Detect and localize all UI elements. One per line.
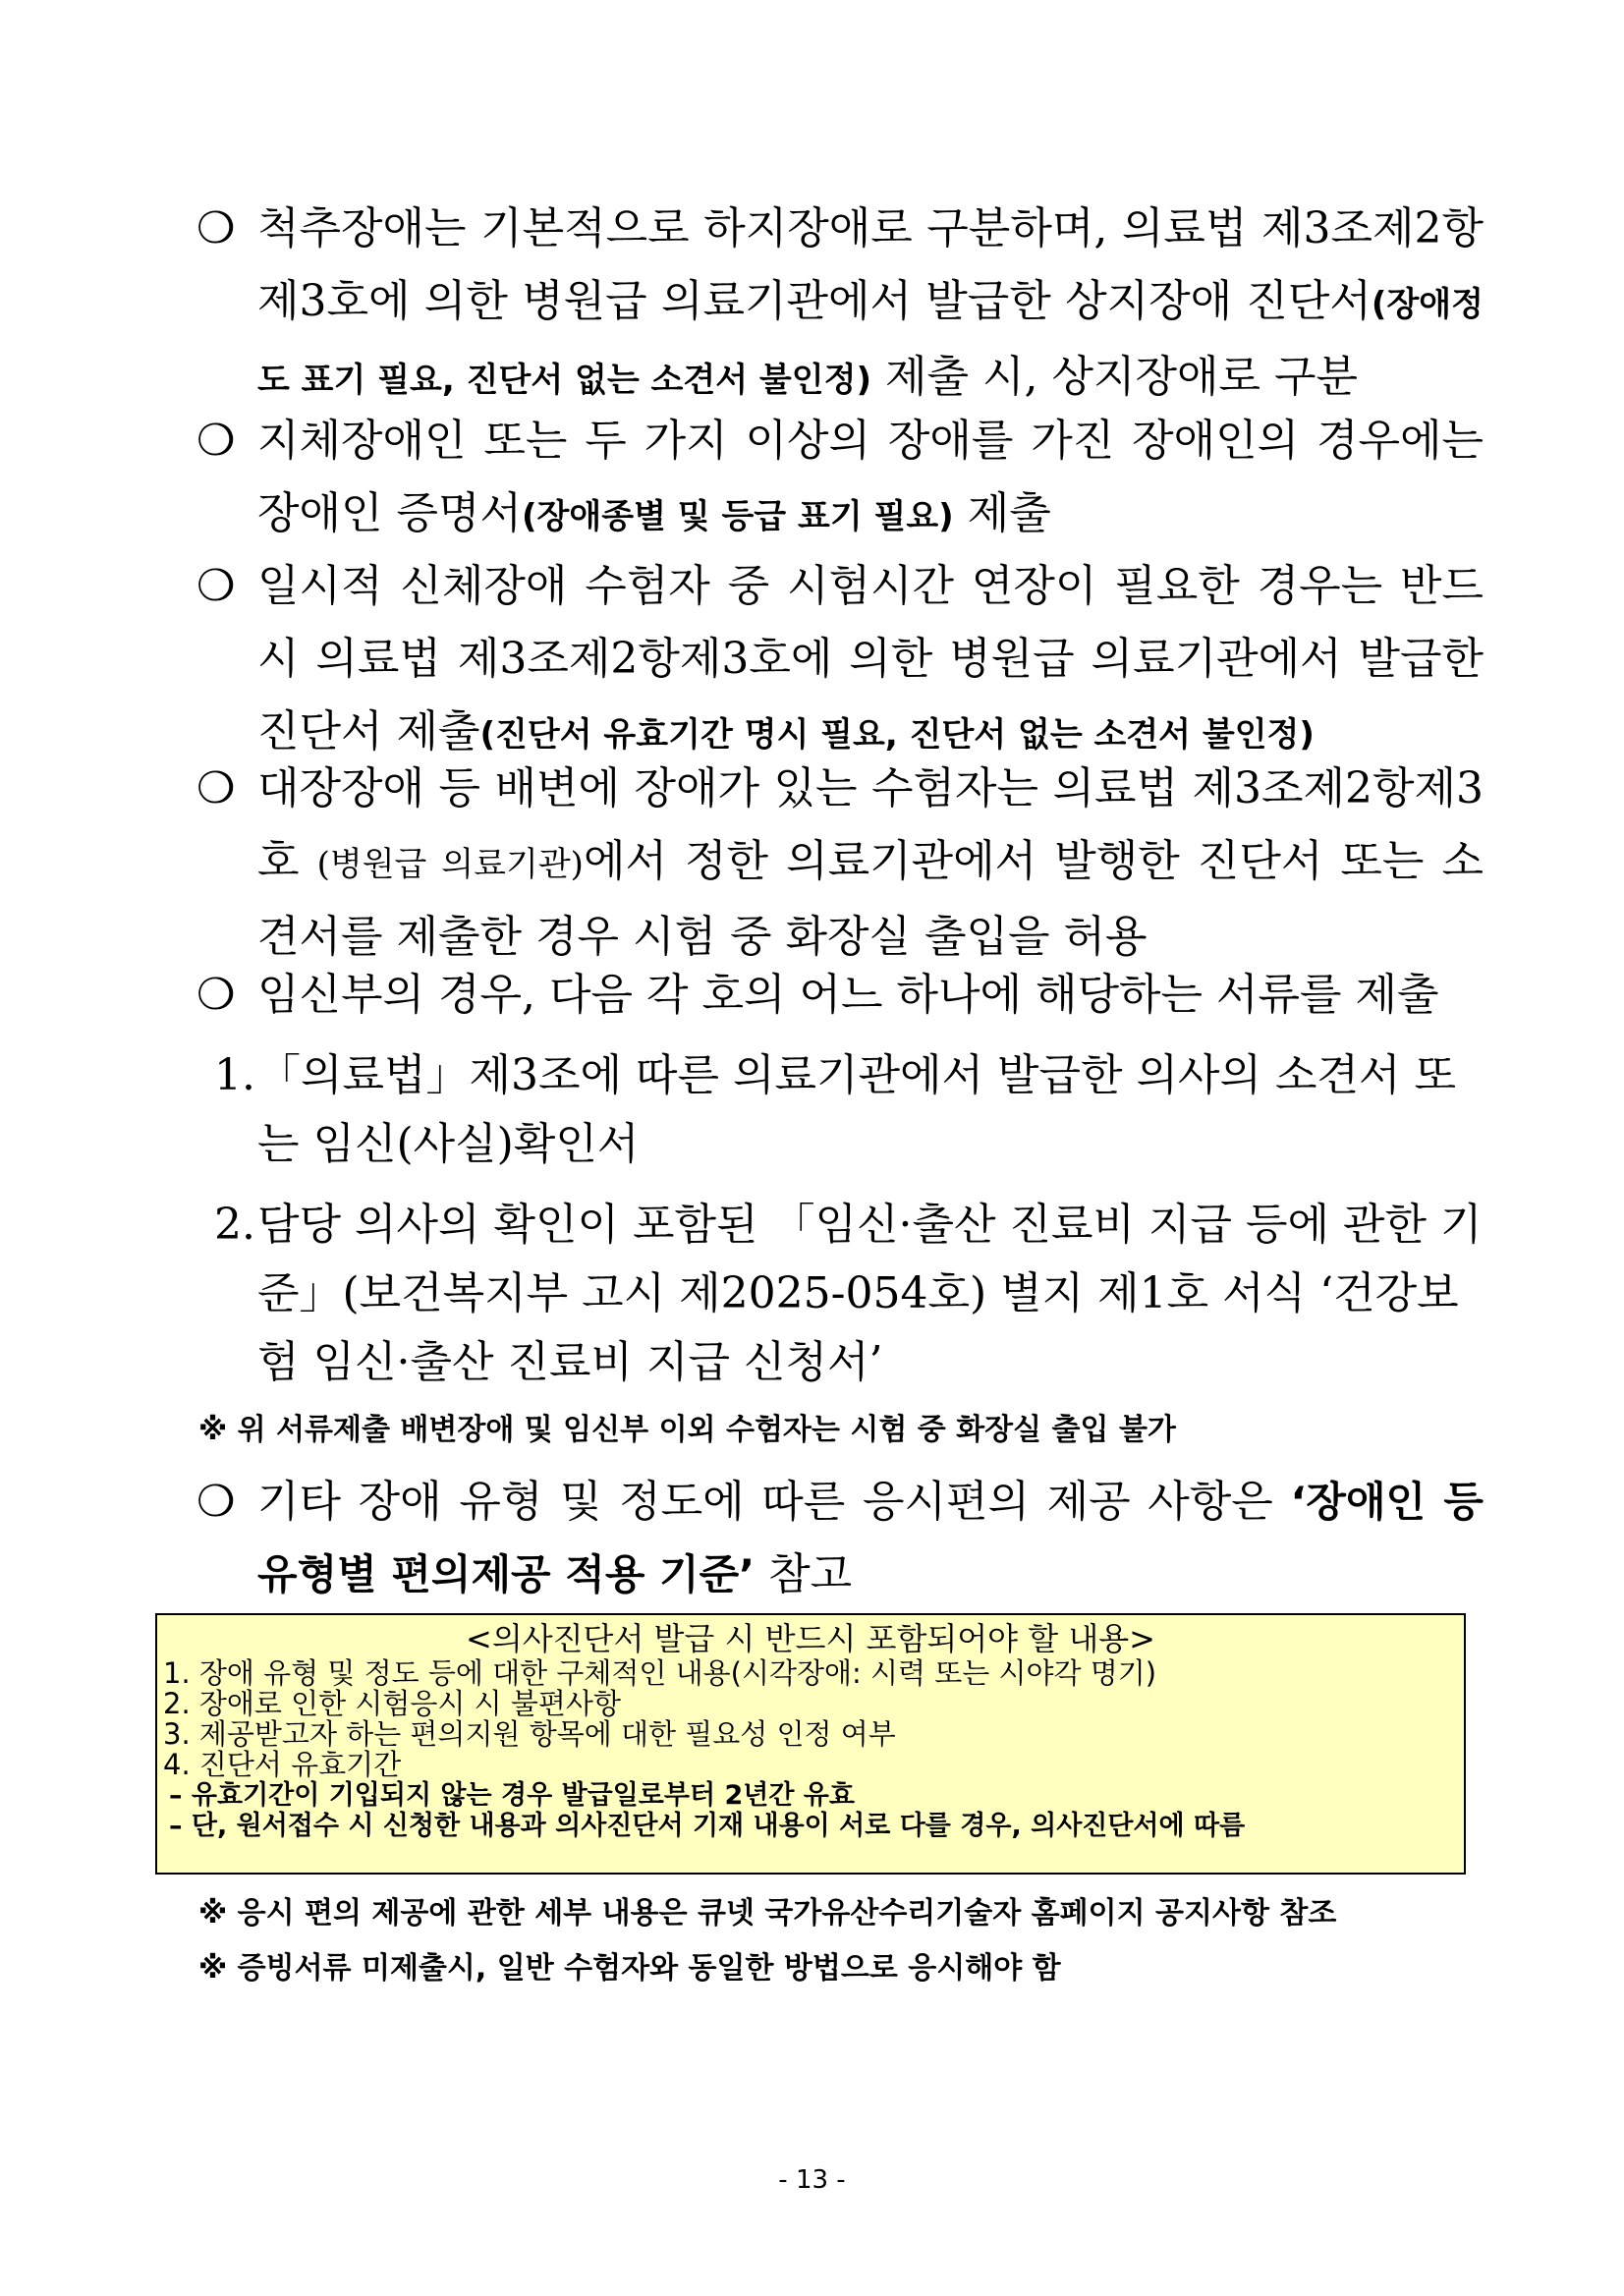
- box-sub-line: – 단, 원서접수 시 신청한 내용과 의사진단서 기재 내용이 서로 다를 경우, 의사진단서에 따름: [169, 1811, 1246, 1841]
- box-sub-line: – 유효기간이 기입되지 않는 경우 발급일로부터 2년간 유효: [169, 1780, 855, 1811]
- note-qnet-reference: ※ 응시 편의 제공에 관한 세부 내용은 큐넷 국가유산수리기술자 홈페이지 공지사항 참조: [198, 1896, 1337, 1931]
- bullet-tail-text: 참고: [755, 1549, 853, 1599]
- bullet-spinal-disability: [196, 193, 1484, 417]
- bullet-small-text: (병원급 의료기관): [316, 845, 584, 884]
- bullet-physical-disability: [196, 405, 1484, 553]
- box-line: 4. 진단서 유효기간: [163, 1748, 402, 1781]
- bullet-circle-icon: ❍: [196, 561, 236, 611]
- item-text: 담당 의사의 확인이 포함된 「임신·출산 진료비 지급 등에 관한 기준」(보건복지부 고시 제2025-054호) 별지 제1호 서식 ‘건강보험 임신·출산 진료비 지급 신청서’: [257, 1200, 1483, 1387]
- bullet-bowel-disability: [196, 753, 1484, 974]
- bullet-text: 기타 장애 유형 및 정도에 따른 응시편의 제공 사항은: [257, 1477, 1291, 1527]
- bullet-text: 일시적 신체장애 수험자 중 시험시간 연장이 필요한 경우는 반드시 의료법 제3조제2항제3호에 의한 병원급 의료기관에서 발급한 진단서 제출: [257, 561, 1484, 756]
- page-number: - 13 -: [778, 2165, 846, 2195]
- diagnosis-requirements-box: [155, 1613, 1466, 1875]
- box-line: 3. 제공받고자 하는 편의지원 항목에 대한 필요성 인정 여부: [163, 1717, 896, 1751]
- item-number: 2.: [214, 1200, 255, 1250]
- numbered-item-1: [214, 1041, 1484, 1179]
- bullet-circle-icon: ❍: [196, 970, 236, 1020]
- item-text: 「의료법」제3조에 따른 의료기관에서 발급한 의사의 소견서 또는 임신(사실)확인서: [257, 1050, 1457, 1169]
- bullet-tail-text: 에서 정한 의료기관에서 발행한 진단서 또는 소견서를 제출한 경우 시험 중 화장실 출입을 허용: [257, 836, 1484, 962]
- bullet-tail-text: 제출 시, 상지장애로 구분: [870, 352, 1358, 402]
- bullet-tail-text: 제출: [953, 488, 1051, 538]
- note-missing-documents: ※ 증빙서류 미제출시, 일반 수험자와 동일한 방법으로 응시해야 함: [198, 1951, 1061, 1986]
- bullet-bold-text: (진단서 유효기간 명시 필요, 진단서 없는 소견서 불인정): [479, 715, 1315, 755]
- item-number: 1.: [214, 1050, 255, 1100]
- bullet-text: 대장장애 등 배변에 장애가 있는 수험자는 의료법 제3조제2항제3호: [257, 763, 1484, 886]
- box-title: <의사진단서 발급 시 반드시 포함되어야 할 내용>: [466, 1620, 1155, 1657]
- bullet-bold-text: ‘장애인 등 유형별 편의제공 적용 기준’: [257, 1478, 1484, 1598]
- bullet-pregnancy: [196, 959, 1484, 1032]
- bullet-circle-icon: ❍: [196, 1477, 236, 1527]
- bullet-text: 임신부의 경우, 다음 각 호의 어느 하나에 해당하는 서류를 제출: [257, 970, 1439, 1020]
- note-restroom-restriction: ※ 위 서류제출 배변장애 및 임신부 이외 수험자는 시험 중 화장실 출입 불가: [198, 1413, 1176, 1447]
- numbered-item-2: [214, 1191, 1484, 1397]
- bullet-circle-icon: ❍: [196, 416, 236, 466]
- bullet-other-accommodations: [196, 1466, 1484, 1611]
- bullet-temporary-disability: [196, 550, 1484, 771]
- bullet-text: 척추장애는 기본적으로 하지장애로 구분하며, 의료법 제3조제2항 제3호에 의한 병원급 의료기관에서 발급한 상지장애 진단서: [257, 203, 1484, 326]
- bullet-circle-icon: ❍: [196, 763, 236, 813]
- bullet-text: 지체장애인 또는 두 가지 이상의 장애를 가진 장애인의 경우에는 장애인 증명서: [257, 416, 1484, 538]
- box-line: 2. 장애로 인한 시험응시 시 불편사항: [163, 1687, 621, 1720]
- bullet-circle-icon: ❍: [196, 203, 236, 253]
- bullet-bold-text: (장애정도 표기 필요, 진단서 없는 소견서 불인정): [257, 285, 1484, 400]
- box-line: 1. 장애 유형 및 정도 등에 대한 구체적인 내용(시각장애: 시력 또는 시야각 명기): [163, 1656, 1157, 1690]
- bullet-bold-text: (장애종별 및 등급 표기 필요): [522, 497, 954, 536]
